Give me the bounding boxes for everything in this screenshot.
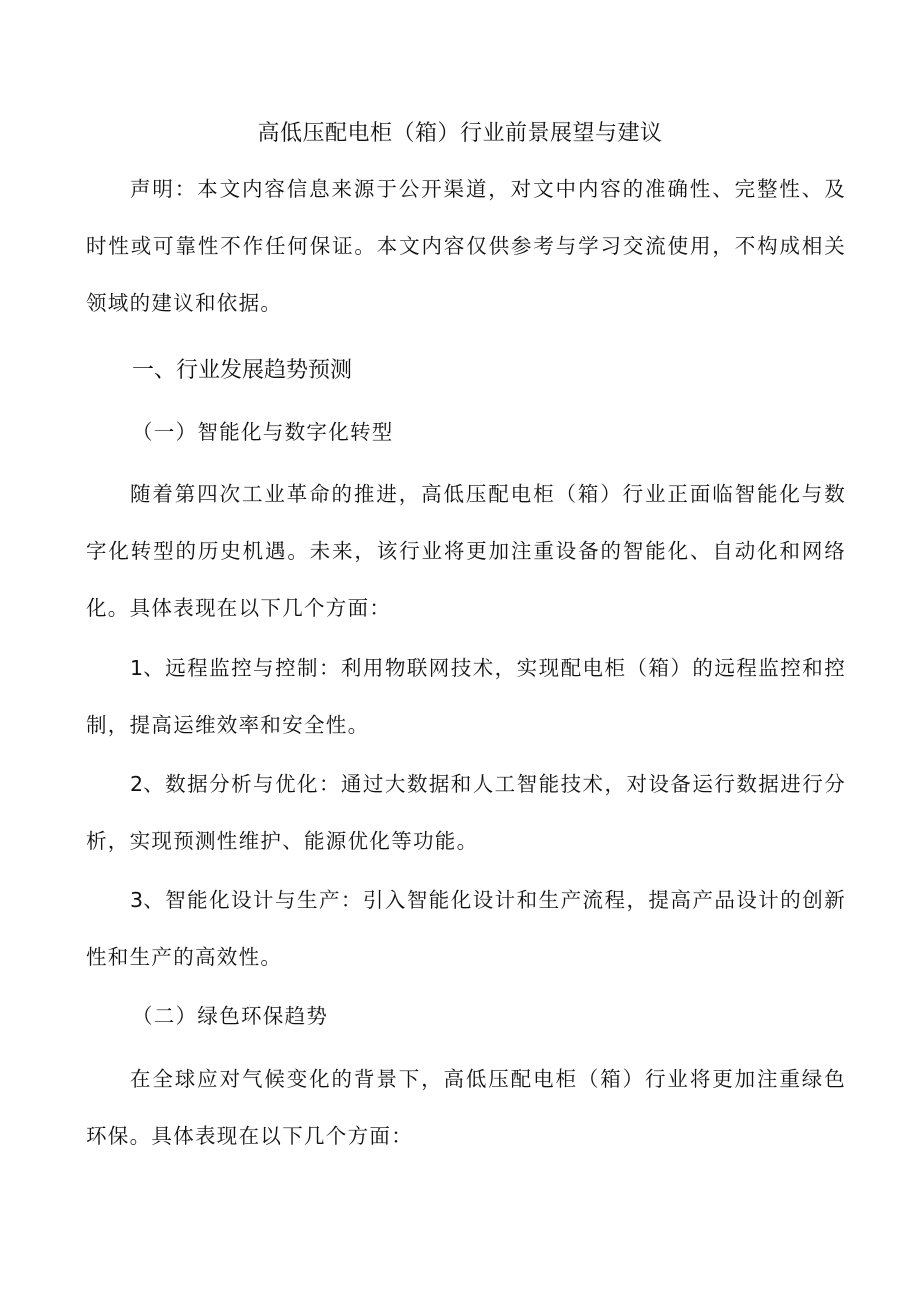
- paragraph-green-intro: 在全球应对气候变化的背景下，高低压配电柜（箱）行业将更加注重绿色环保。具体表现在以下几个方面：: [86, 1067, 846, 1148]
- subsection-heading-green: （二）绿色环保趋势: [132, 1004, 329, 1028]
- list-item-text: 、智能化设计与生产：引入智能化设计和生产流程，提高产品设计的创新性和生产的高效性。: [86, 888, 846, 969]
- document-title: 高低压配电柜（箱）行业前景展望与建议: [257, 121, 663, 146]
- list-item-data-analysis: [86, 756, 846, 870]
- list-item-remote-monitoring: [86, 640, 846, 754]
- subsection-heading-intelligent: （一）智能化与数字化转型: [132, 420, 394, 444]
- paragraph-intelligent-intro: 随着第四次工业革命的推进，高低压配电柜（箱）行业正面临智能化与数字化转型的历史机遇。未来，该行业将更加注重设备的智能化、自动化和网络化。具体表现在以下几个方面：: [86, 482, 846, 620]
- list-item-number: 3: [130, 888, 144, 912]
- section-heading-trends: 一、行业发展趋势预测: [132, 358, 353, 383]
- list-item-number: 2: [130, 772, 144, 796]
- list-item-text: 、数据分析与优化：通过大数据和人工智能技术，对设备运行数据进行分析，实现预测性维护、能源优化等功能。: [86, 772, 846, 853]
- list-item-text: 、远程监控与控制：利用物联网技术，实现配电柜（箱）的远程监控和控制，提高运维效率和安全性。: [86, 656, 846, 737]
- list-item-intelligent-design: [86, 872, 846, 986]
- disclaimer-paragraph: 声明：本文内容信息来源于公开渠道，对文中内容的准确性、完整性、及时性或可靠性不作任何保证。本文内容仅供参考与学习交流使用，不构成相关领域的建议和依据。: [86, 177, 846, 315]
- list-item-number: 1: [130, 656, 144, 680]
